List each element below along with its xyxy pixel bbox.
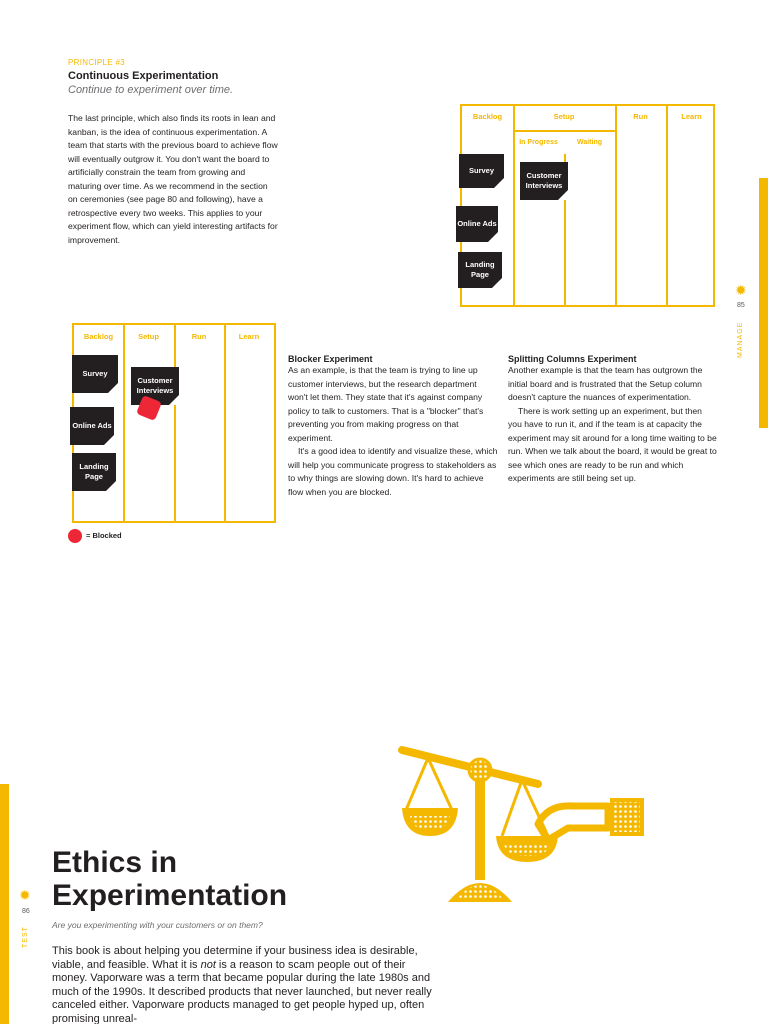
card-customer-interviews: Customer Interviews [520, 162, 568, 200]
board-split-subheader-in-progress: In Progress [519, 139, 558, 146]
side-tab-marker [759, 178, 768, 428]
principle-label: PRINCIPLE #3 [68, 58, 125, 67]
section-tab-label: TEST [22, 926, 29, 948]
intro-paragraph: The last principle, which also finds its roots in lean and kanban, is the idea of continuous experimentation. A team that starts with the previous board to achieve flow will eventually outgrow it. You don't want the board to artificially constrain the team from growing and maturing over time. As we recommend in the section on ceremonies (see page 80 and following), have a retrospective every two weeks. This applies to your experiment flow, which can yield interesting artifacts for improvement. [68, 113, 278, 245]
card-online-ads: Online Ads [70, 407, 114, 445]
section-subtitle: Continue to experiment over time. [68, 84, 234, 96]
chapter-question: Are you experimenting with your customers or on them? [52, 920, 263, 930]
card-online-ads: Online Ads [456, 206, 498, 242]
card-customer-interviews: Customer Interviews [131, 367, 179, 405]
splitting-paragraph: Another example is that the team has outgrown the initial board and is frustrated that the Setup column doesn't capture the nuances of experimentation. [508, 365, 703, 402]
blocker-paragraph: It's a good idea to identify and visualize these, which will help you communicate progress to stakeholders as to why things are slowing down. It's hard to achieve flow when you are blocked. [288, 446, 498, 497]
board-split-subheader-waiting: Waiting [576, 139, 602, 146]
blocked-legend-label: = Blocked [86, 531, 122, 540]
board-split-header-learn: Learn [681, 112, 702, 121]
board-split-header-run: Run [633, 112, 648, 121]
chapter-body: This book is about helping you determine if your business idea is desirable, viable, and feasible. What it is not is a reason to scam people out of their money. Vaporware was a term that became popular during the late 1980s and much of the 1990s. It described products that never launched, but never really canceled either. Vaporware products managed to get people hyped up, often promising unreal- [52, 945, 432, 1024]
side-tab-marker [0, 784, 9, 1024]
blocked-legend-dot [68, 529, 82, 543]
page-number: 86 [22, 908, 30, 915]
board-split-header-setup: Setup [553, 112, 575, 121]
board-split-header-backlog: Backlog [472, 112, 503, 121]
page-number: 85 [737, 302, 745, 309]
chapter-title: Ethics in Experimentation [52, 846, 288, 912]
splitting-paragraph: There is work setting up an experiment, but then you have to run it, and if the team is at capacity the experiment may sit around for a long time waiting to be run. When we talk about the board, it would be great to see which ones are ready to be run and which experiments are still being set up. [508, 405, 717, 483]
scales-hand-illustration [398, 744, 648, 906]
board-blocker [72, 323, 276, 523]
section-title: Continuous Experimentation [68, 70, 219, 82]
section-tab-label: MANAGE [737, 321, 744, 358]
card-survey: Survey [459, 154, 504, 188]
card-survey: Survey [72, 355, 118, 393]
board-blocker-header-learn: Learn [238, 332, 260, 341]
gear-icon: ✹ [19, 887, 31, 903]
board-blocker-header-backlog: Backlog [83, 332, 114, 341]
gear-icon: ✹ [735, 282, 747, 298]
blocker-section [288, 354, 498, 499]
card-landing-page: Landing Page [458, 252, 502, 288]
board-blocker-header-run: Run [191, 332, 207, 341]
blocker-paragraph: As an example, is that the team is trying to line up customer interviews, but the research department won't let them. They state that it's against company policy to talk to customers. That is a "blocker" that's preventing you from making progress on that experiment. [288, 365, 484, 443]
blocker-heading: Blocker Experiment [288, 354, 373, 364]
splitting-heading: Splitting Columns Experiment [508, 354, 637, 364]
card-landing-page: Landing Page [72, 453, 116, 491]
splitting-section [508, 354, 718, 486]
board-blocker-header-setup: Setup [138, 332, 159, 341]
board-split-columns [457, 104, 715, 307]
